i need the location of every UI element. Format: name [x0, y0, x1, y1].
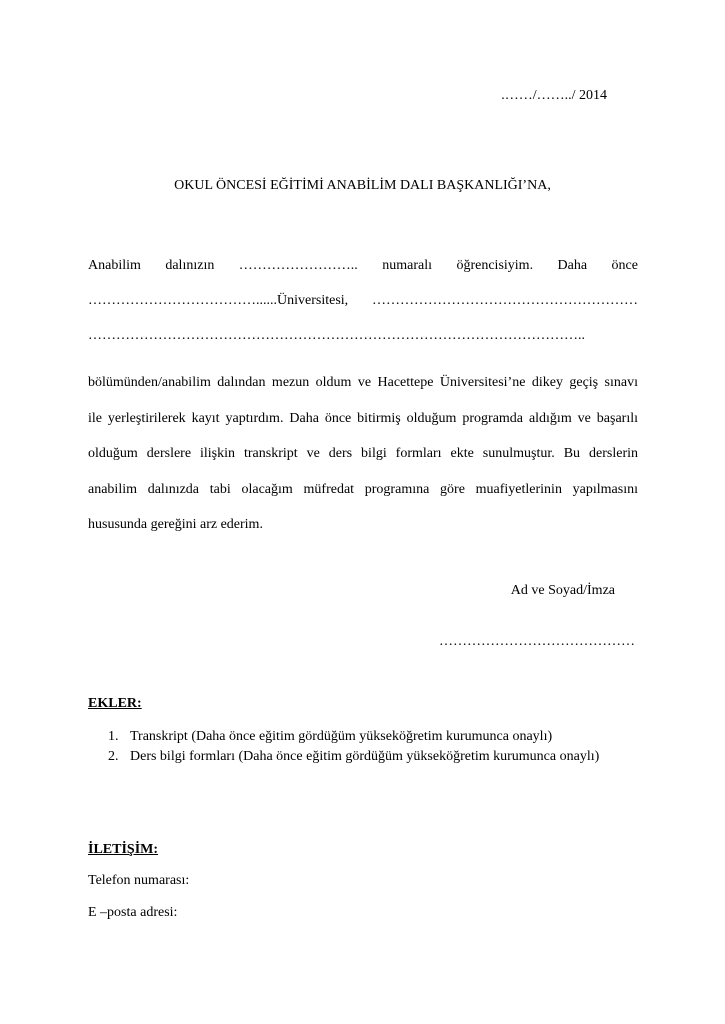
university-blank: ………………………………......Üniversitesi, [88, 293, 349, 308]
list-item-text: Ders bilgi formları (Daha önce eğitim gördüğüm yükseköğretim kurumunca onaylı) [130, 749, 600, 764]
department-blank: …………………………………………………………………………………………….. [88, 328, 585, 343]
body-row: anabilim dalınızda tabi olacağım müfredat programına göre muafiyetlerinin yapılmasını [88, 481, 638, 497]
intro-word: öğrencisiyim. [456, 258, 534, 273]
signature-blank: …………………………………… [439, 634, 635, 649]
body-row: bölümünden/anabilim dalından mezun oldum ve Hacettepe Üniversitesi’ne dikey geçiş sınavı [88, 375, 638, 390]
body-row: hususunda gereğini arz ederim. [88, 517, 263, 532]
intro-word: Daha [557, 258, 588, 273]
list-item-number: 2. [108, 749, 119, 764]
intro-line-1 [88, 258, 638, 274]
body-paragraph [88, 365, 638, 543]
ekler-list [108, 727, 599, 767]
ekler-heading: EKLER: [88, 696, 142, 711]
intro-word: Anabilim [88, 258, 141, 273]
intro-word: numaralı [382, 258, 433, 273]
university-extra-blank: ………………………………………………… [372, 293, 638, 308]
list-item-text: Transkript (Daha önce eğitim gördüğüm yükseköğretim kurumunca onaylı) [130, 729, 553, 744]
signature-label: Ad ve Soyad/İmza [510, 583, 615, 598]
body-row: olduğum derslere ilişkin transkript ve ders bilgi formları ekte sunulmuştur. Bu derslerin [88, 446, 638, 461]
intro-word: önce [611, 258, 638, 273]
iletisim-heading: İLETİŞİM: [88, 842, 159, 857]
email-label: E –posta adresi: [88, 905, 178, 920]
date-line: .……/……../ 2014 [501, 88, 607, 103]
list-item-number: 1. [108, 729, 119, 744]
phone-label: Telefon numarası: [88, 873, 190, 888]
list-item [108, 727, 599, 747]
intro-line-2 [88, 293, 638, 309]
body-row: ile yerleştirilerek kayıt yaptırdım. Daha önce bitirmiş olduğum programda aldığım ve başarılı [88, 410, 638, 426]
intro-word: dalınızın [165, 258, 215, 273]
document-title: OKUL ÖNCESİ EĞİTİMİ ANABİLİM DALI BAŞKANLIĞI’NA, [174, 178, 551, 193]
list-item [108, 747, 599, 767]
student-number-blank: …………………….. [238, 258, 358, 273]
